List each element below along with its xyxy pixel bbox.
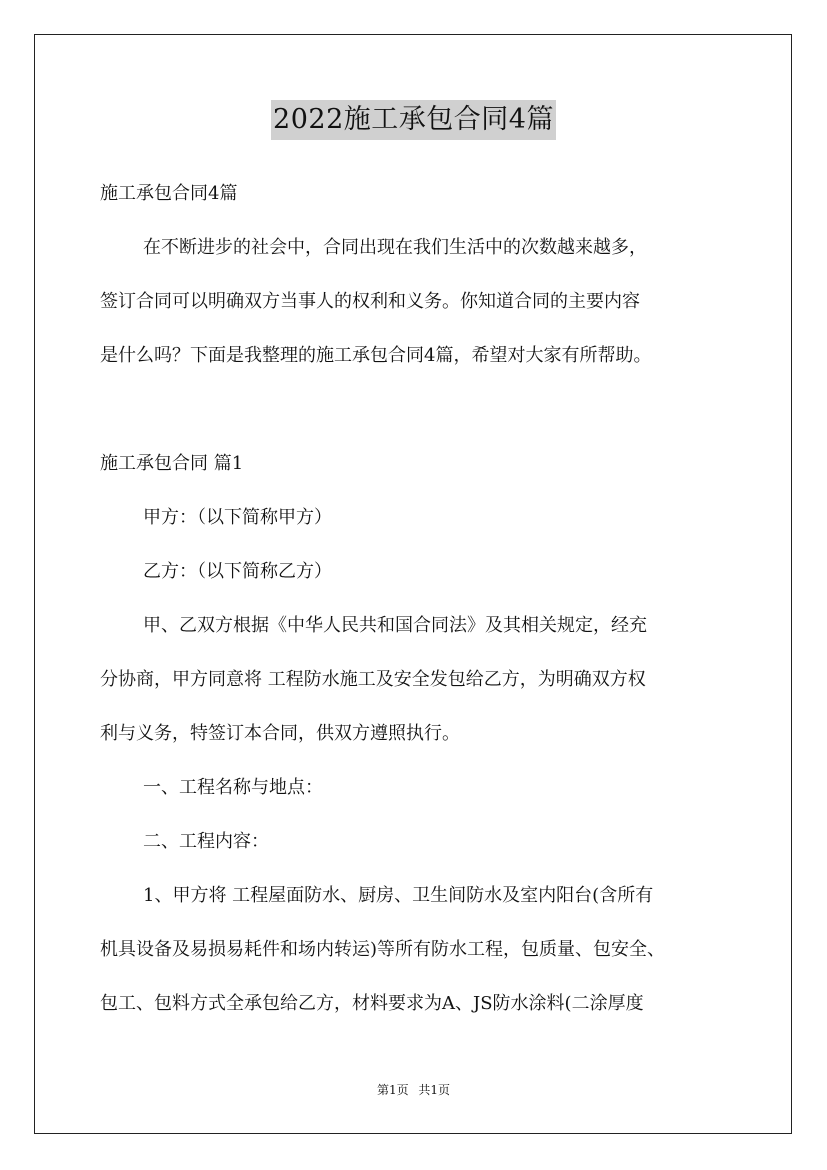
paragraph-line: 包工、包料方式全承包给乙方，材料要求为A、JS防水涂料(二涂厚度 xyxy=(100,993,644,1014)
paragraph-line: 利与义务，特签订本合同，供双方遵照执行。 xyxy=(100,723,460,744)
paragraph-line: 1、甲方将 工程屋面防水、厨房、卫生间防水及室内阳台(含所有 xyxy=(143,885,654,906)
paragraph-line: 在不断进步的社会中，合同出现在我们生活中的次数越来越多， xyxy=(143,237,647,258)
clause-heading: 二、工程内容： xyxy=(143,831,269,852)
subtitle-line: 施工承包合同4篇 xyxy=(100,183,238,204)
page-total: 共1页 xyxy=(418,1083,451,1097)
paragraph-line: 甲、乙双方根据《中华人民共和国合同法》及其相关规定，经充 xyxy=(143,615,647,636)
paragraph-line: 签订合同可以明确双方当事人的权利和义务。你知道合同的主要内容 xyxy=(100,291,640,312)
party-b-line: 乙方：（以下简称乙方） xyxy=(143,561,332,582)
section-heading: 施工承包合同 篇1 xyxy=(100,453,244,474)
page-number: 第1页 xyxy=(376,1083,409,1097)
paragraph-line: 是什么吗？下面是我整理的施工承包合同4篇，希望对大家有所帮助。 xyxy=(100,345,652,366)
page-footer xyxy=(0,1082,827,1098)
clause-heading: 一、工程名称与地点： xyxy=(143,777,323,798)
paragraph-line: 机具设备及易损易耗件和场内转运)等所有防水工程，包质量、包安全、 xyxy=(100,939,666,960)
paragraph-line: 分协商，甲方同意将 工程防水施工及安全发包给乙方，为明确双方权 xyxy=(100,669,646,690)
document-title: 2022施工承包合同4篇 xyxy=(271,100,556,140)
title-container xyxy=(0,100,827,140)
party-a-line: 甲方：（以下简称甲方） xyxy=(143,507,332,528)
